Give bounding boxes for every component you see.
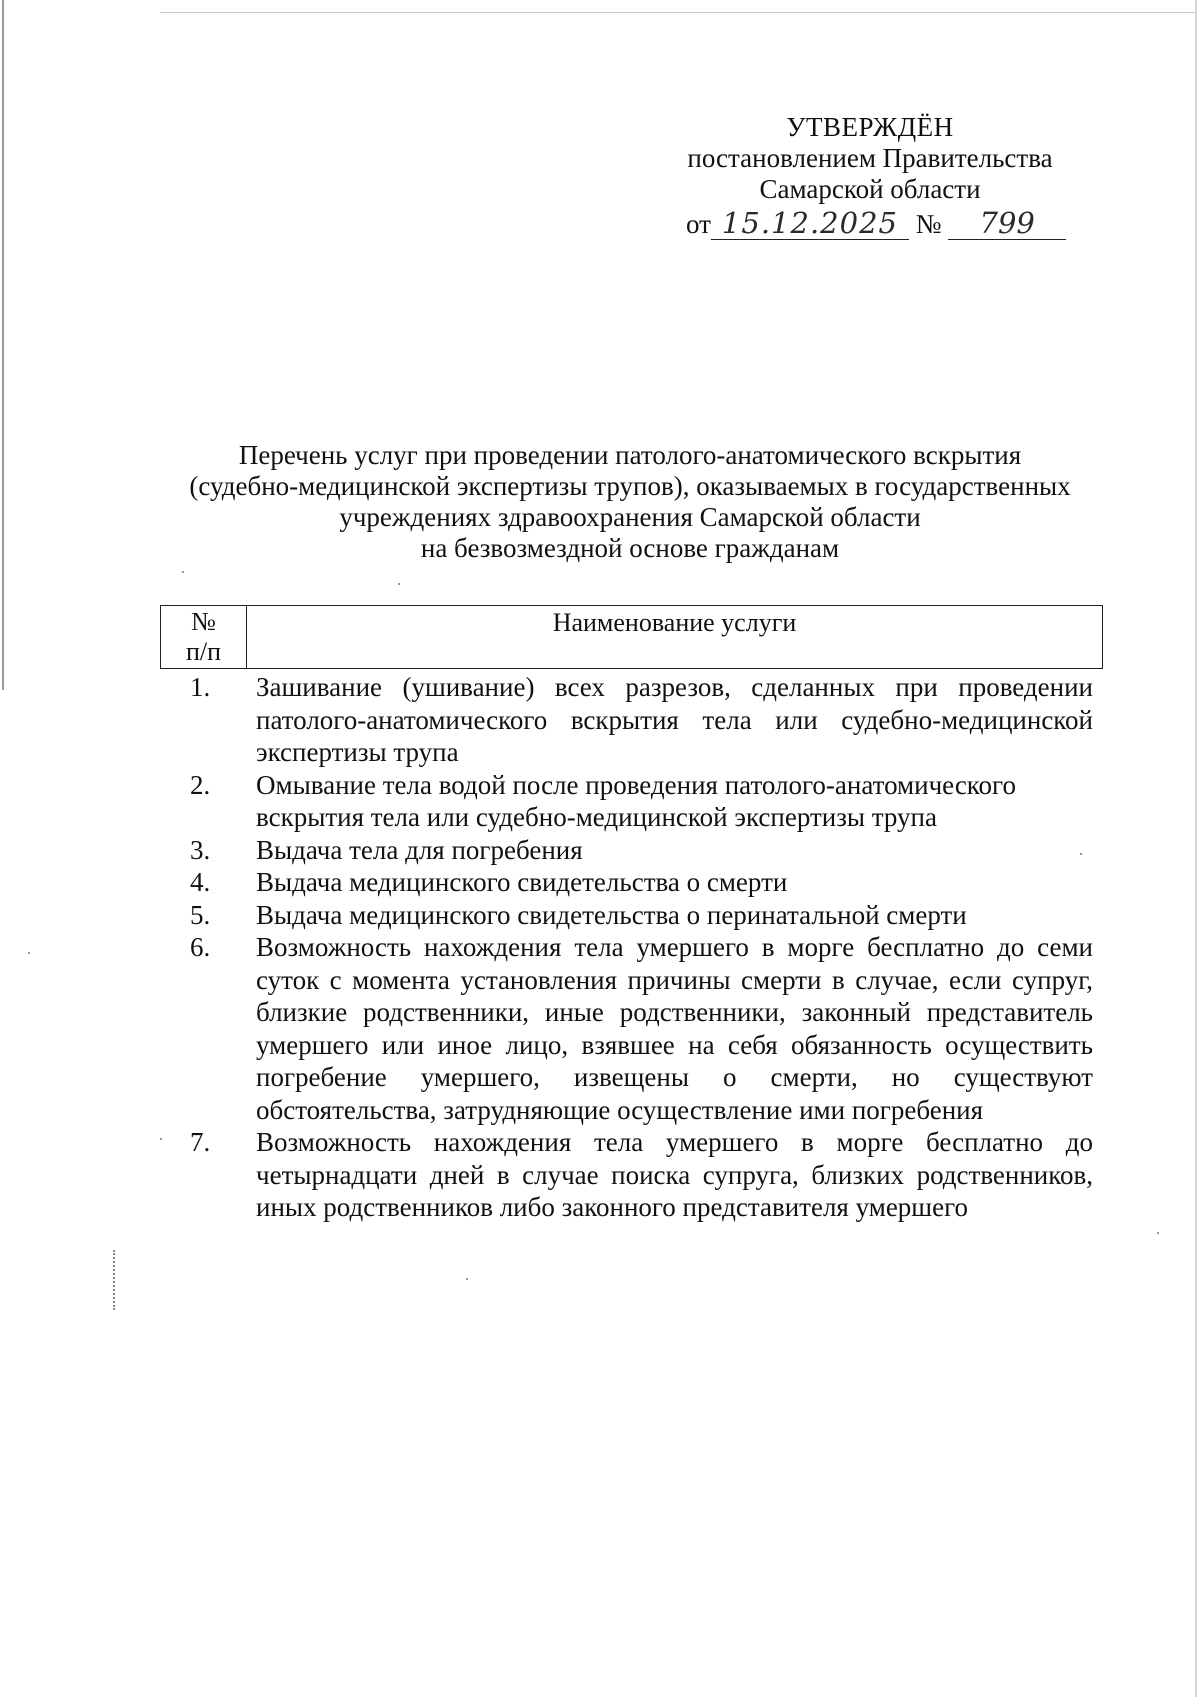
date-prefix: от [686,209,711,239]
table-header [160,605,1103,669]
services-list [160,671,1100,1224]
approval-line-2: Самарской области [759,174,981,204]
item-text: Выдача медицинского свидетельства о смерти [256,867,788,897]
title-line-3: учреждениях здравоохранения Самарской области [339,502,921,532]
number-prefix: № [915,209,942,239]
item-number: 3. [190,834,211,865]
handwritten-number: 799 [948,207,1066,240]
list-item [160,769,1100,834]
approval-block [640,112,1100,240]
item-number: 2. [190,769,211,800]
scan-speck [1157,1232,1159,1234]
header-number-column: № п/п [161,606,247,668]
approval-date-line [640,207,1100,240]
scan-edge-top [160,12,1195,13]
item-text: Возможность нахождения тела умершего в морге бесплатно до семи суток с момента установления причины смерти в случае, если супруг, близкие родственники, иные родственники, законный представитель умершего или иное лицо, взявшее на себя обязанность осуществить погребение умершего, извещены о смерти, но существуют обстоятельства, затрудняющие осуществление ими погребения [256,932,1093,1125]
item-number: 4. [190,867,211,897]
item-number: 6. [190,932,211,962]
approval-line-1: постановлением Правительства [687,143,1053,173]
approval-heading: УТВЕРЖДЁН [786,112,954,142]
list-item [160,671,1100,769]
scan-speck [182,571,184,573]
item-number: 5. [190,899,211,930]
list-item [160,834,1100,867]
handwritten-date: 15.12.2025 [711,207,909,240]
item-text: Выдача медицинского свидетельства о перинатальной смерти [256,899,967,930]
item-text: Возможность нахождения тела умершего в морге бесплатно до четырнадцати дней в случае поиска супруга, близких родственников, иных родственников либо законного представителя умершего [256,1127,1093,1222]
item-number: 7. [190,1127,211,1157]
header-name-column: Наименование услуги [552,608,797,637]
scan-dots [113,1250,118,1310]
list-item [160,1126,1100,1224]
title-line-2: (судебно-медицинской экспертизы трупов), оказываемых в государственных [189,471,1071,501]
scan-speck [466,1278,468,1280]
scan-edge-right [1195,0,1197,1697]
list-item [160,866,1100,899]
document-title [140,440,1120,564]
item-number: 1. [190,672,211,702]
title-line-1: Перечень услуг при проведении патолого-анатомического вскрытия [238,440,1022,470]
list-item [160,899,1100,932]
scan-speck [28,952,30,954]
scan-speck [398,583,400,585]
item-text: Зашивание (ушивание) всех разрезов, сделанных при проведении патолого-анатомического вскрытия тела или судебно-медицинской экспертизы трупа [256,672,1093,767]
title-line-4: на безвозмездной основе гражданам [420,533,840,563]
scan-edge-left [2,0,4,690]
list-item [160,931,1100,1126]
item-text: Выдача тела для погребения [256,834,583,865]
item-text: Омывание тела водой после проведения патолого-анатомического вскрытия тела или судебно-медицинской экспертизы трупа [256,769,1016,832]
